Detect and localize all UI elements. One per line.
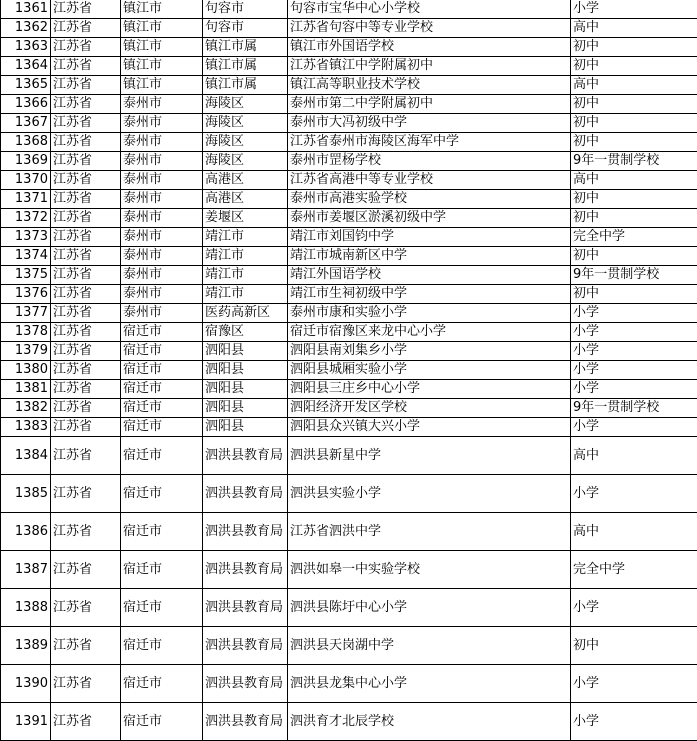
school-type-cell: 初中	[571, 95, 697, 114]
province-cell: 江苏省	[51, 551, 121, 589]
row-number-cell: 1375	[1, 266, 51, 285]
row-number-cell: 1379	[1, 342, 51, 361]
school-type-cell: 小学	[571, 703, 697, 741]
school-type-cell: 高中	[571, 19, 697, 38]
city-cell: 宿迁市	[121, 342, 203, 361]
district-cell: 泗阳县	[203, 380, 288, 399]
province-cell: 江苏省	[51, 19, 121, 38]
province-cell: 江苏省	[51, 38, 121, 57]
table-row	[1, 589, 697, 627]
city-cell: 宿迁市	[121, 551, 203, 589]
city-cell: 宿迁市	[121, 323, 203, 342]
school-name-cell: 江苏省句容中等专业学校	[288, 19, 571, 38]
table-body	[1, 0, 697, 741]
school-name-cell: 泗阳县众兴镇大兴小学	[288, 418, 571, 437]
city-cell: 宿迁市	[121, 703, 203, 741]
province-cell: 江苏省	[51, 418, 121, 437]
province-cell: 江苏省	[51, 76, 121, 95]
city-cell: 泰州市	[121, 285, 203, 304]
table-row	[1, 209, 697, 228]
district-cell: 泗阳县	[203, 399, 288, 418]
district-cell: 宿豫区	[203, 323, 288, 342]
school-name-cell: 江苏省泰州市海陵区海军中学	[288, 133, 571, 152]
city-cell: 宿迁市	[121, 627, 203, 665]
province-cell: 江苏省	[51, 323, 121, 342]
city-cell: 宿迁市	[121, 475, 203, 513]
table-row	[1, 57, 697, 76]
row-number-cell: 1386	[1, 513, 51, 551]
province-cell: 江苏省	[51, 304, 121, 323]
city-cell: 泰州市	[121, 152, 203, 171]
school-name-cell: 泗洪如皋一中实验学校	[288, 551, 571, 589]
city-cell: 泰州市	[121, 228, 203, 247]
city-cell: 泰州市	[121, 304, 203, 323]
school-name-cell: 江苏省镇江中学附属初中	[288, 57, 571, 76]
city-cell: 泰州市	[121, 171, 203, 190]
school-type-cell: 9年一贯制学校	[571, 266, 697, 285]
province-cell: 江苏省	[51, 247, 121, 266]
district-cell: 靖江市	[203, 266, 288, 285]
row-number-cell: 1384	[1, 437, 51, 475]
school-name-cell: 江苏省泗洪中学	[288, 513, 571, 551]
school-type-cell: 小学	[571, 380, 697, 399]
table-row	[1, 190, 697, 209]
school-type-cell: 初中	[571, 190, 697, 209]
school-name-cell: 泗洪县新星中学	[288, 437, 571, 475]
district-cell: 泗洪县教育局	[203, 513, 288, 551]
row-number-cell: 1377	[1, 304, 51, 323]
school-name-cell: 泗洪县实验小学	[288, 475, 571, 513]
province-cell: 江苏省	[51, 665, 121, 703]
school-type-cell: 9年一贯制学校	[571, 399, 697, 418]
school-type-cell: 初中	[571, 247, 697, 266]
school-type-cell: 小学	[571, 418, 697, 437]
row-number-cell: 1378	[1, 323, 51, 342]
table-row	[1, 114, 697, 133]
row-number-cell: 1367	[1, 114, 51, 133]
row-number-cell: 1369	[1, 152, 51, 171]
row-number-cell: 1372	[1, 209, 51, 228]
city-cell: 宿迁市	[121, 665, 203, 703]
city-cell: 泰州市	[121, 266, 203, 285]
province-cell: 江苏省	[51, 0, 121, 19]
row-number-cell: 1388	[1, 589, 51, 627]
school-name-cell: 句容市宝华中心小学校	[288, 0, 571, 19]
table-row	[1, 285, 697, 304]
table-row	[1, 38, 697, 57]
district-cell: 句容市	[203, 0, 288, 19]
district-cell: 海陵区	[203, 133, 288, 152]
province-cell: 江苏省	[51, 190, 121, 209]
row-number-cell: 1391	[1, 703, 51, 741]
district-cell: 靖江市	[203, 247, 288, 266]
province-cell: 江苏省	[51, 171, 121, 190]
school-type-cell: 小学	[571, 323, 697, 342]
district-cell: 泗阳县	[203, 361, 288, 380]
city-cell: 宿迁市	[121, 399, 203, 418]
school-name-cell: 镇江高等职业技术学校	[288, 76, 571, 95]
school-name-cell: 靖江市生祠初级中学	[288, 285, 571, 304]
table-row	[1, 228, 697, 247]
school-name-cell: 泗阳县三庄乡中心小学	[288, 380, 571, 399]
district-cell: 泗洪县教育局	[203, 665, 288, 703]
table-row	[1, 247, 697, 266]
province-cell: 江苏省	[51, 342, 121, 361]
school-type-cell: 初中	[571, 57, 697, 76]
city-cell: 镇江市	[121, 57, 203, 76]
province-cell: 江苏省	[51, 475, 121, 513]
school-name-cell: 泰州市罡杨学校	[288, 152, 571, 171]
province-cell: 江苏省	[51, 209, 121, 228]
row-number-cell: 1390	[1, 665, 51, 703]
province-cell: 江苏省	[51, 437, 121, 475]
city-cell: 镇江市	[121, 76, 203, 95]
school-name-cell: 泰州市康和实验小学	[288, 304, 571, 323]
city-cell: 宿迁市	[121, 361, 203, 380]
school-name-cell: 泰州市第二中学附属初中	[288, 95, 571, 114]
table-row	[1, 0, 697, 19]
school-type-cell: 小学	[571, 0, 697, 19]
district-cell: 泗洪县教育局	[203, 437, 288, 475]
province-cell: 江苏省	[51, 380, 121, 399]
district-cell: 海陵区	[203, 114, 288, 133]
school-type-cell: 小学	[571, 342, 697, 361]
district-cell: 靖江市	[203, 228, 288, 247]
school-type-cell: 高中	[571, 437, 697, 475]
school-name-cell: 泗洪县天岗湖中学	[288, 627, 571, 665]
district-cell: 泗洪县教育局	[203, 627, 288, 665]
district-cell: 姜堰区	[203, 209, 288, 228]
table-row	[1, 19, 697, 38]
school-name-cell: 宿迁市宿豫区来龙中心小学	[288, 323, 571, 342]
school-type-cell: 初中	[571, 627, 697, 665]
province-cell: 江苏省	[51, 152, 121, 171]
city-cell: 泰州市	[121, 95, 203, 114]
province-cell: 江苏省	[51, 589, 121, 627]
province-cell: 江苏省	[51, 627, 121, 665]
row-number-cell: 1368	[1, 133, 51, 152]
row-number-cell: 1376	[1, 285, 51, 304]
city-cell: 宿迁市	[121, 513, 203, 551]
district-cell: 海陵区	[203, 95, 288, 114]
row-number-cell: 1381	[1, 380, 51, 399]
province-cell: 江苏省	[51, 703, 121, 741]
district-cell: 句容市	[203, 19, 288, 38]
table-row	[1, 76, 697, 95]
table-row	[1, 513, 697, 551]
school-type-cell: 小学	[571, 304, 697, 323]
table-row	[1, 475, 697, 513]
city-cell: 泰州市	[121, 190, 203, 209]
city-cell: 宿迁市	[121, 380, 203, 399]
row-number-cell: 1362	[1, 19, 51, 38]
table-row	[1, 703, 697, 741]
city-cell: 泰州市	[121, 114, 203, 133]
school-type-cell: 高中	[571, 513, 697, 551]
row-number-cell: 1389	[1, 627, 51, 665]
table-row	[1, 399, 697, 418]
school-type-cell: 初中	[571, 38, 697, 57]
school-name-cell: 泗阳县南刘集乡小学	[288, 342, 571, 361]
city-cell: 镇江市	[121, 19, 203, 38]
row-number-cell: 1365	[1, 76, 51, 95]
city-cell: 镇江市	[121, 38, 203, 57]
table-row	[1, 665, 697, 703]
province-cell: 江苏省	[51, 114, 121, 133]
school-name-cell: 泗洪育才北辰学校	[288, 703, 571, 741]
city-cell: 宿迁市	[121, 589, 203, 627]
row-number-cell: 1363	[1, 38, 51, 57]
school-name-cell: 泗洪县陈圩中心小学	[288, 589, 571, 627]
school-name-cell: 泰州市高港实验学校	[288, 190, 571, 209]
district-cell: 医药高新区	[203, 304, 288, 323]
school-name-cell: 镇江市外国语学校	[288, 38, 571, 57]
province-cell: 江苏省	[51, 228, 121, 247]
school-type-cell: 初中	[571, 133, 697, 152]
province-cell: 江苏省	[51, 513, 121, 551]
district-cell: 泗阳县	[203, 418, 288, 437]
row-number-cell: 1370	[1, 171, 51, 190]
district-cell: 泗洪县教育局	[203, 475, 288, 513]
row-number-cell: 1371	[1, 190, 51, 209]
school-name-cell: 泗阳县城厢实验小学	[288, 361, 571, 380]
row-number-cell: 1382	[1, 399, 51, 418]
school-type-cell: 小学	[571, 589, 697, 627]
table-row	[1, 627, 697, 665]
province-cell: 江苏省	[51, 361, 121, 380]
district-cell: 镇江市属	[203, 76, 288, 95]
school-type-cell: 高中	[571, 76, 697, 95]
row-number-cell: 1364	[1, 57, 51, 76]
district-cell: 镇江市属	[203, 57, 288, 76]
school-name-cell: 靖江市刘国钧中学	[288, 228, 571, 247]
district-cell: 泗洪县教育局	[203, 703, 288, 741]
city-cell: 泰州市	[121, 247, 203, 266]
city-cell: 泰州市	[121, 133, 203, 152]
school-type-cell: 小学	[571, 475, 697, 513]
row-number-cell: 1373	[1, 228, 51, 247]
table-row	[1, 551, 697, 589]
province-cell: 江苏省	[51, 57, 121, 76]
school-name-cell: 靖江市城南新区中学	[288, 247, 571, 266]
table-row	[1, 361, 697, 380]
table-row	[1, 266, 697, 285]
table-row	[1, 171, 697, 190]
school-name-cell: 泰州市姜堰区淤溪初级中学	[288, 209, 571, 228]
row-number-cell: 1366	[1, 95, 51, 114]
school-type-cell: 高中	[571, 171, 697, 190]
school-name-cell: 泰州市大冯初级中学	[288, 114, 571, 133]
row-number-cell: 1380	[1, 361, 51, 380]
school-type-cell: 完全中学	[571, 551, 697, 589]
school-name-cell: 泗洪县龙集中心小学	[288, 665, 571, 703]
row-number-cell: 1374	[1, 247, 51, 266]
district-cell: 泗阳县	[203, 342, 288, 361]
city-cell: 宿迁市	[121, 418, 203, 437]
table-row	[1, 133, 697, 152]
table-row	[1, 342, 697, 361]
province-cell: 江苏省	[51, 133, 121, 152]
row-number-cell: 1385	[1, 475, 51, 513]
city-cell: 镇江市	[121, 0, 203, 19]
school-type-cell: 初中	[571, 114, 697, 133]
row-number-cell: 1383	[1, 418, 51, 437]
province-cell: 江苏省	[51, 95, 121, 114]
province-cell: 江苏省	[51, 399, 121, 418]
school-name-cell: 泗阳经济开发区学校	[288, 399, 571, 418]
table-row	[1, 418, 697, 437]
school-name-cell: 江苏省高港中等专业学校	[288, 171, 571, 190]
row-number-cell: 1361	[1, 0, 51, 19]
school-type-cell: 9年一贯制学校	[571, 152, 697, 171]
district-cell: 靖江市	[203, 285, 288, 304]
city-cell: 宿迁市	[121, 437, 203, 475]
school-type-cell: 初中	[571, 285, 697, 304]
province-cell: 江苏省	[51, 266, 121, 285]
table-row	[1, 95, 697, 114]
school-type-cell: 初中	[571, 209, 697, 228]
table-row	[1, 437, 697, 475]
table-row	[1, 323, 697, 342]
district-cell: 泗洪县教育局	[203, 589, 288, 627]
school-type-cell: 小学	[571, 361, 697, 380]
school-type-cell: 完全中学	[571, 228, 697, 247]
district-cell: 镇江市属	[203, 38, 288, 57]
school-name-cell: 靖江外国语学校	[288, 266, 571, 285]
table-row	[1, 380, 697, 399]
district-cell: 海陵区	[203, 152, 288, 171]
table-row	[1, 152, 697, 171]
district-cell: 高港区	[203, 171, 288, 190]
table-row	[1, 304, 697, 323]
district-cell: 高港区	[203, 190, 288, 209]
row-number-cell: 1387	[1, 551, 51, 589]
district-cell: 泗洪县教育局	[203, 551, 288, 589]
province-cell: 江苏省	[51, 285, 121, 304]
city-cell: 泰州市	[121, 209, 203, 228]
school-type-cell: 小学	[571, 665, 697, 703]
